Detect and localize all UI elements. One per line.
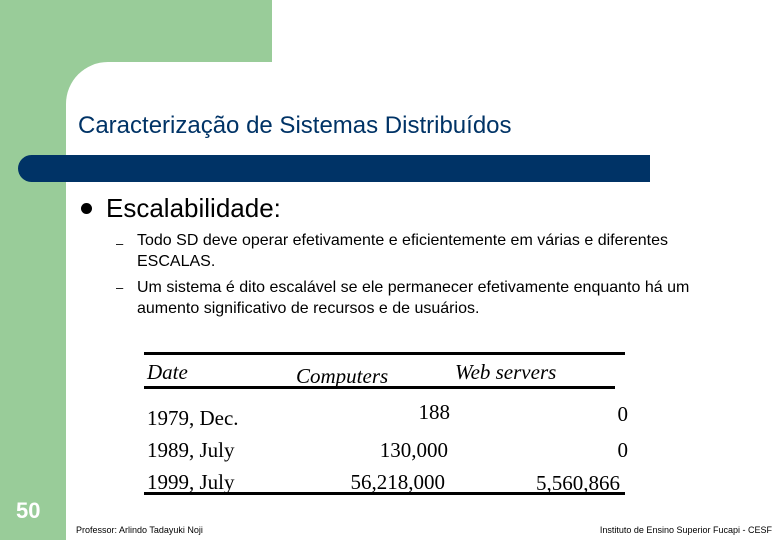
bullet-icon: [81, 203, 92, 214]
subbullet-2: Um sistema é dito escalável se ele permanecer efetivamente enquanto há um aumento significativo de recursos e de usuários.: [137, 279, 690, 317]
table-cell: 1989, July: [147, 438, 235, 462]
table-header-date: Date: [147, 360, 188, 384]
table-cell: 0: [617, 438, 628, 462]
dash-icon: –: [116, 236, 124, 251]
bullet-heading: Escalabilidade:: [106, 193, 281, 223]
table-cell: 130,000: [379, 438, 448, 462]
footer-left: Professor: Arlindo Tadayuki Noji: [76, 525, 203, 535]
table-cell: 188: [418, 400, 450, 424]
table-cell: 1979, Dec.: [147, 406, 239, 430]
table-header-computers: Computers: [296, 364, 389, 388]
table-rule-header: [450, 386, 615, 389]
table-header-web-servers: Web servers: [455, 360, 557, 384]
table-rule-top: [144, 352, 292, 355]
table-rule-header: [144, 386, 292, 389]
table-cell: 5,560,866: [536, 471, 620, 495]
slide-title: Caracterização de Sistemas Distribuídos: [78, 112, 512, 139]
dash-icon: –: [116, 280, 124, 295]
footer-right: Instituto de Ensino Superior Fucapi - CESF: [599, 525, 772, 535]
table-cell: 56,218,000: [350, 470, 445, 494]
table-cell: 0: [617, 402, 628, 426]
table-cell: 1999, July: [147, 470, 235, 494]
subbullet-1: Todo SD deve operar efetivamente e eficientemente em várias e diferentes ESCALAS.: [137, 232, 668, 270]
table-rule-top: [292, 352, 450, 355]
title-underline-bar: [18, 155, 650, 182]
table-rule-top: [450, 352, 625, 355]
page-number: 50: [16, 498, 41, 523]
